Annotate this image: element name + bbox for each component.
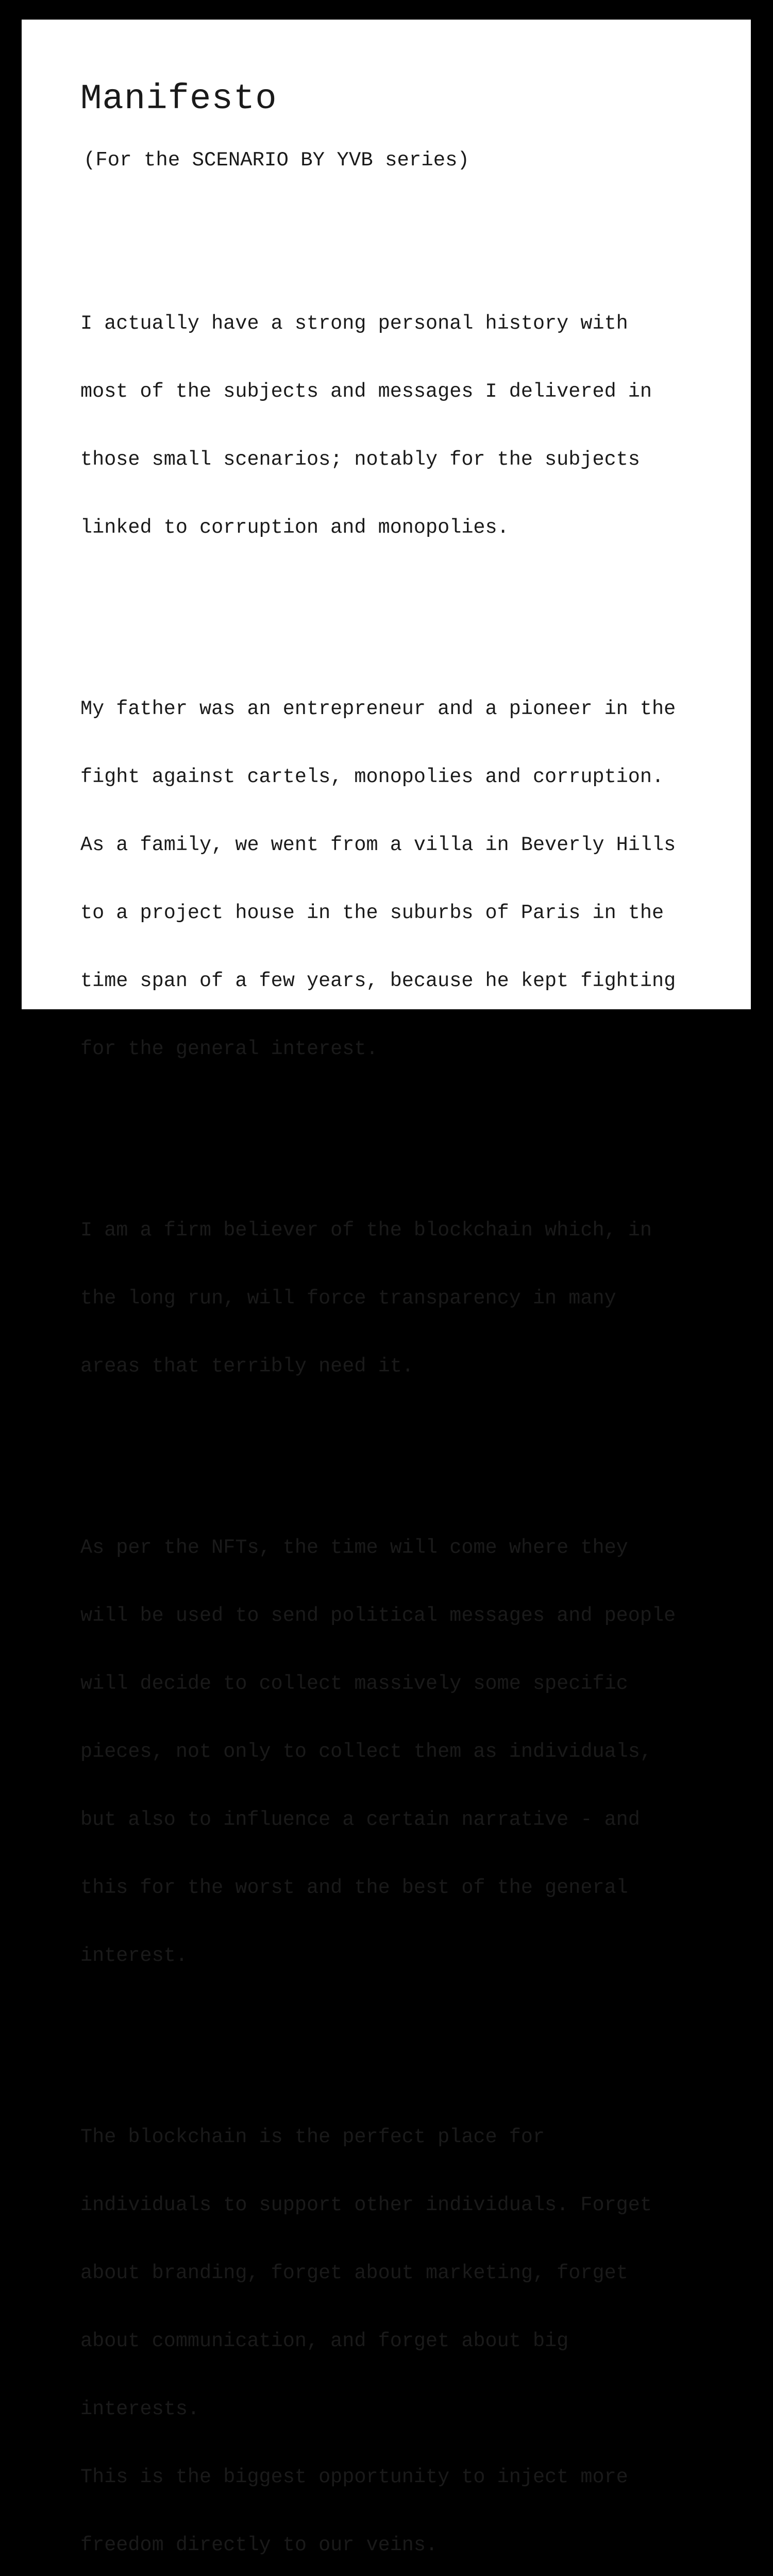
text-line: for the general interest. bbox=[80, 1038, 378, 1060]
text-line: the long run, will force transparency in many bbox=[80, 1287, 616, 1310]
document-page bbox=[22, 20, 751, 2556]
paragraph-father bbox=[80, 652, 676, 1106]
text-line: but also to influence a certain narrative - and bbox=[80, 1808, 640, 1831]
text-line: will decide to collect massively some specific bbox=[80, 1672, 628, 1695]
text-line: interest. bbox=[80, 1944, 188, 1967]
text-line: The blockchain is the perfect place for bbox=[80, 2126, 545, 2148]
text-line: interests. bbox=[80, 2398, 200, 2420]
text-line: this for the worst and the best of the general bbox=[80, 1876, 628, 1899]
paragraph-history bbox=[80, 267, 676, 584]
text-line: fight against cartels, monopolies and corruption. bbox=[80, 766, 664, 788]
document-body bbox=[80, 222, 676, 2576]
text-line: those small scenarios; notably for the subjects bbox=[80, 448, 640, 471]
text-line: most of the subjects and messages I delivered in bbox=[80, 380, 652, 403]
text-line: time span of a few years, because he kept fighting bbox=[80, 970, 676, 992]
paragraph-blockchain-belief bbox=[80, 1174, 676, 1423]
text-line: I am a firm believer of the blockchain which, in bbox=[80, 1219, 652, 1242]
document-subtitle: (For the SCENARIO BY YVB series) bbox=[83, 149, 469, 172]
text-line: will be used to send political messages and people bbox=[80, 1604, 676, 1627]
text-line: areas that terribly need it. bbox=[80, 1355, 414, 1378]
text-line: to a project house in the suburbs of Paris in the bbox=[80, 902, 664, 924]
text-line: freedom directly to our veins. bbox=[80, 2534, 438, 2556]
text-line: linked to corruption and monopolies. bbox=[80, 516, 509, 539]
text-line: As a family, we went from a villa in Beverly Hills bbox=[80, 834, 676, 856]
document-title: Manifesto bbox=[80, 79, 277, 119]
text-line: individuals to support other individuals. Forget bbox=[80, 2194, 652, 2216]
paragraph-opportunity bbox=[80, 2080, 676, 2576]
text-line: pieces, not only to collect them as individuals, bbox=[80, 1740, 652, 1763]
text-line: I actually have a strong personal history with bbox=[80, 312, 628, 335]
paragraph-nfts bbox=[80, 1491, 676, 2012]
text-line: about branding, forget about marketing, forget bbox=[80, 2262, 628, 2284]
text-line: This is the biggest opportunity to inject more bbox=[80, 2466, 628, 2488]
text-line: about communication, and forget about big bbox=[80, 2330, 569, 2352]
text-line: As per the NFTs, the time will come where they bbox=[80, 1536, 628, 1559]
text-line: My father was an entrepreneur and a pioneer in the bbox=[80, 698, 676, 720]
